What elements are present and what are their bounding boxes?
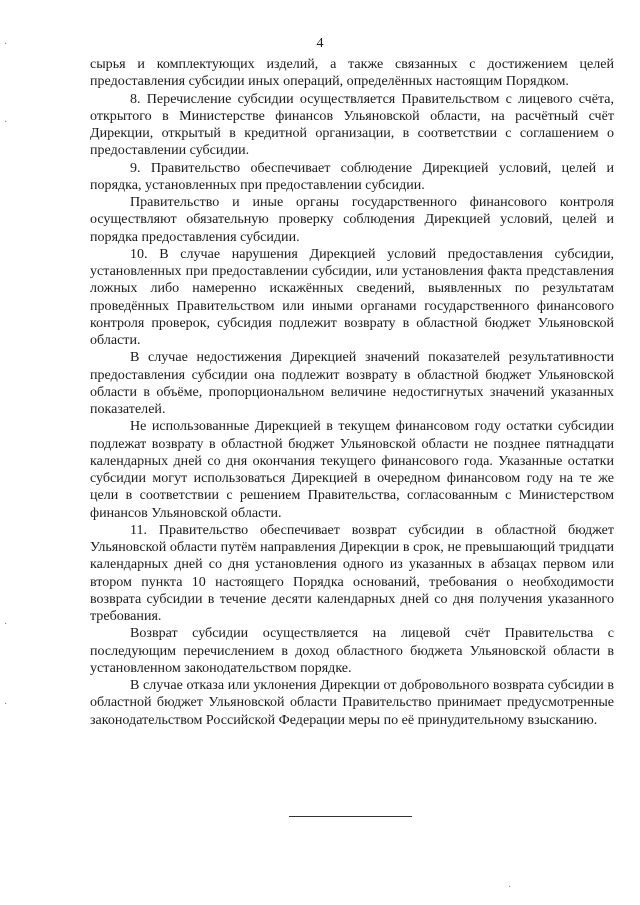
paragraph-item-11: 11. Правительство обеспечивает возврат субсидии в областной бюджет Ульяновской области путём направления Дирекции в срок, не превышающий тридцати календарных дней со дня установления одного из указанных в абзацах первом или втором пункта 10 настоящего Порядка оснований, требования о необходимости возврата субсидии в течение десяти календарных дней со дня получения указанного требования. bbox=[90, 521, 614, 624]
paragraph-enforcement: В случае отказа или уклонения Дирекции от добровольного возврата субсидии в областной бюджет Ульяновской области Правительство принимает предусмотренные законодательством Российской Федерации меры по её принудительному взысканию. bbox=[90, 677, 614, 728]
paragraph-item-10: 10. В случае нарушения Дирекцией условий предоставления субсидии, установленных при предоставлении субсидии, или установления факта представления ложных либо намеренно искажённых сведений, выявленных по результатам проведённых Правительством или иными органами государственного финансового контроля проверок, субсидия подлежит возврату в областной бюджет Ульяновской области. bbox=[90, 245, 614, 348]
paragraph-control: Правительство и иные органы государственного финансового контроля осуществляют обязательную проверку соблюдения Дирекцией условий, целей и порядка предоставления субсидии. bbox=[90, 194, 614, 245]
margin-dot: · bbox=[4, 699, 8, 710]
paragraph-indicators: В случае недостижения Дирекцией значений показателей результативности предоставления субсидии она подлежит возврату в областной бюджет Ульяновской области в объёме, пропорциональном величине недостигнутых значений указанных показателей. bbox=[90, 349, 614, 417]
margin-dot: · bbox=[4, 39, 8, 50]
end-rule bbox=[289, 816, 412, 817]
margin-dot: · bbox=[4, 619, 8, 630]
page-number: 4 bbox=[316, 36, 324, 51]
scan-speck: · bbox=[508, 882, 512, 893]
document-body bbox=[90, 56, 614, 729]
margin-dot: · bbox=[4, 117, 8, 128]
paragraph-refund: Возврат субсидии осуществляется на лицевой счёт Правительства с последующим перечислением в доход областного бюджета Ульяновской области в установленном законодательством порядке. bbox=[90, 625, 614, 676]
paragraph-continuation: сырья и комплектующих изделий, а также связанных с достижением целей предоставления субсидии иных операций, определённых настоящим Порядком. bbox=[90, 56, 614, 90]
paragraph-item-8: 8. Перечисление субсидии осуществляется Правительством с лицевого счёта, открытого в Министерстве финансов Ульяновской области, на расчётный счёт Дирекции, открытый в кредитной организации, в соответствии с соглашением о предоставлении субсидии. bbox=[90, 90, 614, 159]
paragraph-item-9: 9. Правительство обеспечивает соблюдение Дирекцией условий, целей и порядка, установленных при предоставлении субсидии. bbox=[90, 159, 614, 193]
paragraph-remainders: Не использованные Дирекцией в текущем финансовом году остатки субсидии подлежат возврату в областной бюджет Ульяновской области не позднее пятнадцати календарных дней со дня окончания текущего финансового года. Указанные остатки субсидии могут использоваться Дирекцией в очередном финансовом году на те же цели в соответствии с решением Правительства, согласованным с Министерством финансов Ульяновской области. bbox=[90, 418, 614, 521]
